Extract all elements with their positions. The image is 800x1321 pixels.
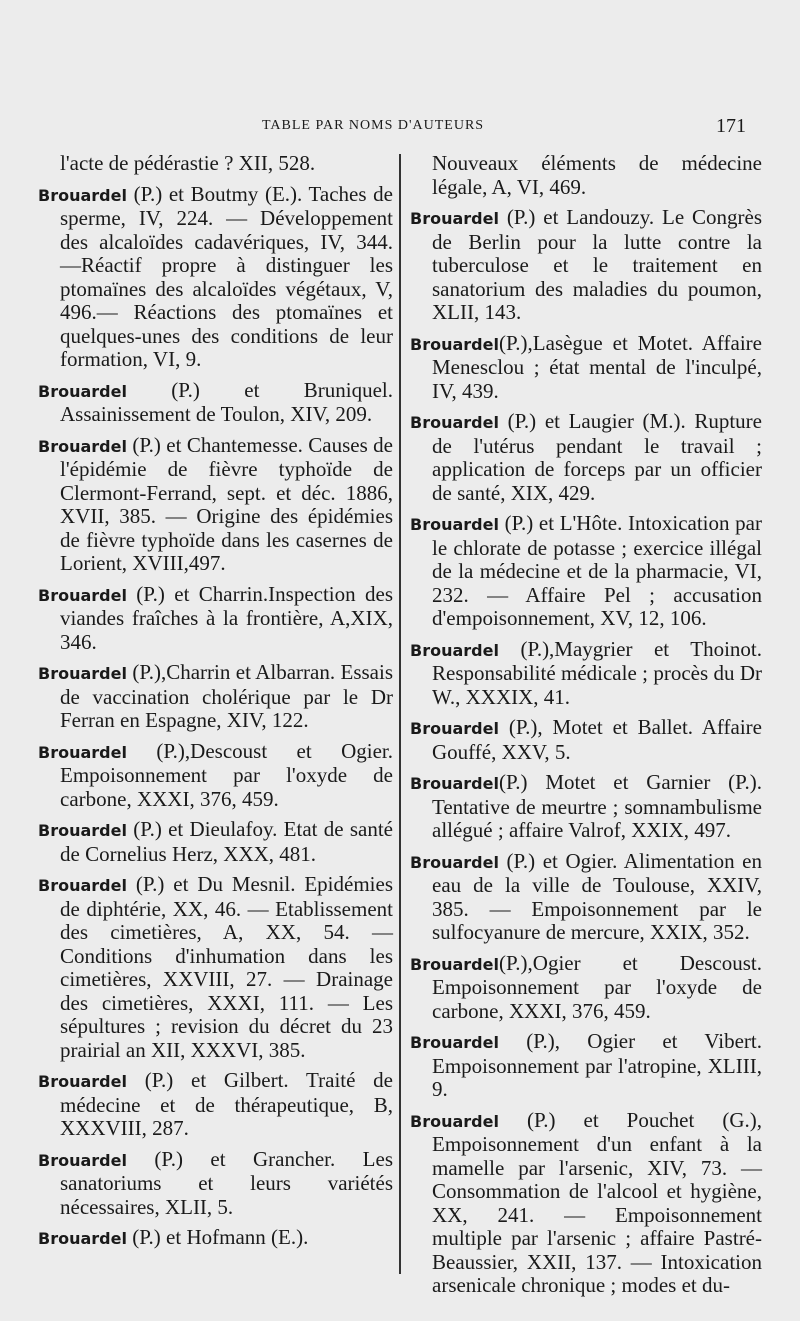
index-entry: [410, 716, 762, 764]
entry-text: (P.) Motet et Garnier (P.). Tentative de meurtre ; somnambulisme allégué ; affaire Valrof, XXIX, 497.: [432, 770, 762, 842]
author-name: Brouardel: [410, 413, 499, 432]
entry-text: (P.) et Laugier (M.). Rupture de l'utérus pendant le travail ; application de forceps par un officier de santé, XIX, 429.: [432, 409, 762, 505]
entry-text: (P.),Lasègue et Motet. Affaire Menesclou ; état mental de l'inculpé, IV, 439.: [432, 330, 762, 403]
index-entry: [410, 206, 762, 325]
column-rule: [399, 154, 401, 1274]
author-name: Brouardel: [410, 334, 499, 354]
entry-text: (P.) et Charrin.Inspection des viandes fraîches à la frontière, A,XIX, 346.: [60, 581, 393, 654]
index-entry: [410, 1030, 762, 1102]
entry-text: (P.), Motet et Ballet. Affaire Gouffé, XXV, 5.: [432, 715, 762, 764]
entry-text: (P.),Descoust et Ogier. Empoisonnement par l'oxyde de carbone, XXXI, 376, 459.: [60, 738, 393, 811]
author-name: Brouardel: [38, 876, 127, 895]
author-name: Brouardel: [38, 585, 127, 605]
index-entry: [38, 740, 393, 812]
entry-text: (P.) et Gilbert. Traité de médecine et de thérapeutique, B, XXXVIII, 287.: [60, 1068, 393, 1140]
entry-text: (P.) et Du Mesnil. Epidémies de diphtérie, XX, 46. — Etablissement des cimetières, A, XX, 54. — Conditions d'inhumation dans les cimetières, XXVIII, 27. — Drainage des cimetières, XXXI, 111. — Les sépultures ; revision du décret du 23 prairial an XII, XXXVI, 385.: [60, 872, 393, 1062]
author-name: Brouardel: [38, 664, 127, 683]
index-entry: [410, 638, 762, 710]
author-name: Brouardel: [410, 209, 499, 228]
entry-text: (P.) et Grancher. Les sanatoriums et leurs variétés nécessaires, XLII, 5.: [60, 1146, 393, 1219]
author-name: Brouardel: [410, 1033, 499, 1052]
left-column: [38, 152, 393, 1258]
index-entry: [38, 152, 393, 176]
entry-text: (P.),Maygrier et Thoinot. Responsabilité médicale ; procès du Dr W., XXXIX, 41.: [432, 636, 762, 709]
index-entry: [410, 952, 762, 1024]
entry-text: (P.) et Bruniquel. Assainissement de Toulon, XIV, 209.: [60, 377, 393, 426]
index-entry: [410, 771, 762, 843]
author-name: Brouardel: [38, 381, 127, 401]
right-column: [410, 152, 762, 1305]
author-name: Brouardel: [38, 185, 127, 205]
author-name: Brouardel: [38, 821, 127, 840]
author-name: Brouardel: [410, 515, 499, 534]
index-entry: [410, 850, 762, 945]
page-number: 171: [716, 115, 746, 137]
author-name: Brouardel: [38, 1150, 127, 1170]
index-entry: [38, 661, 393, 733]
entry-text: (P.) et Ogier. Alimentation en eau de la ville de Toulouse, XXIV, 385. — Empoisonnement par le sulfocyanure de mercure, XXIX, 352.: [432, 848, 762, 944]
author-name: Brouardel: [410, 1111, 499, 1131]
index-entry: [38, 873, 393, 1062]
author-name: Brouardel: [410, 954, 499, 974]
index-entry: [410, 512, 762, 631]
entry-text: (P.),Ogier et Descoust. Empoisonnement par l'oxyde de carbone, XXXI, 376, 459.: [432, 950, 762, 1023]
entry-text: (P.) et Landouzy. Le Congrès de Berlin pour la lutte contre la tuberculose et le traitement en sanatorium des maladies du poumon, XLII, 143.: [432, 205, 762, 324]
index-entry: [410, 152, 762, 199]
running-head: [0, 115, 800, 139]
author-name: Brouardel: [38, 1072, 127, 1091]
index-entry: [38, 1226, 393, 1251]
entry-text: Nouveaux éléments de médecine légale, A, VI, 469.: [432, 151, 762, 199]
index-entry: [38, 1069, 393, 1141]
index-entry: [38, 1148, 393, 1220]
author-name: Brouardel: [38, 742, 127, 762]
entry-text: (P.) et Dieulafoy. Etat de santé de Cornelius Herz, XXX, 481.: [60, 817, 393, 866]
index-entry: [38, 434, 393, 576]
entry-text: l'acte de pédérastie ? XII, 528.: [60, 151, 316, 175]
entry-text: (P.) et Chantemesse. Causes de l'épidémie de fièvre typhoïde de Clermont-Ferrand, sept. et déc. 1886, XVII, 385. — Origine des épidémies de fièvre typhoïde dans les casernes de Lorient, XVIII,497.: [60, 432, 393, 575]
index-entry: [38, 818, 393, 866]
entry-text: (P.) et L'Hôte. Intoxication par le chlorate de potasse ; exercice illégal de la médecine et de la pharmacie, VI, 232. — Affaire Pel ; accusation d'empoisonnement, XV, 12, 106.: [432, 511, 762, 630]
author-name: Brouardel: [410, 852, 499, 872]
index-entry: [38, 183, 393, 372]
author-name: Brouardel: [38, 436, 127, 456]
index-entry: [410, 332, 762, 404]
index-entry: [410, 410, 762, 505]
entry-text: (P.), Ogier et Vibert. Empoisonnement par l'atropine, XLIII, 9.: [432, 1029, 762, 1101]
author-name: Brouardel: [410, 640, 499, 660]
index-entry: [38, 379, 393, 427]
entry-text: (P.) et Boutmy (E.). Taches de sperme, IV, 224. — Développement des alcaloïdes cadavériques, IV, 344. —Réactif propre à distinguer les ptomaïnes des alcaloïdes végétaux, V, 496.— Réactions des ptomaïnes et quelques-unes des conditions de leur formation, VI, 9.: [60, 181, 393, 371]
entry-text: (P.) et Pouchet (G.), Empoisonnement d'un enfant à la mamelle par l'arsenic, XIV, 73. — Consommation de l'alcool et hygiène, XX, 241. — Empoisonnement multiple par l'arsenic ; affaire Pastré-Beaussier, XXII, 137. — Intoxication arsenicale chronique ; modes et du-: [432, 1107, 762, 1297]
entry-text: (P.),Charrin et Albarran. Essais de vaccination cholérique par le Dr Ferran en Espagne, XIV, 122.: [60, 660, 393, 732]
entry-text: (P.) et Hofmann (E.).: [126, 1225, 309, 1249]
author-name: Brouardel: [410, 774, 499, 793]
running-title: TABLE PAR NOMS D'AUTEURS: [262, 118, 485, 133]
index-entry: [410, 1109, 762, 1298]
author-name: Brouardel: [410, 719, 499, 738]
index-entry: [38, 583, 393, 655]
author-name: Brouardel: [38, 1229, 127, 1248]
